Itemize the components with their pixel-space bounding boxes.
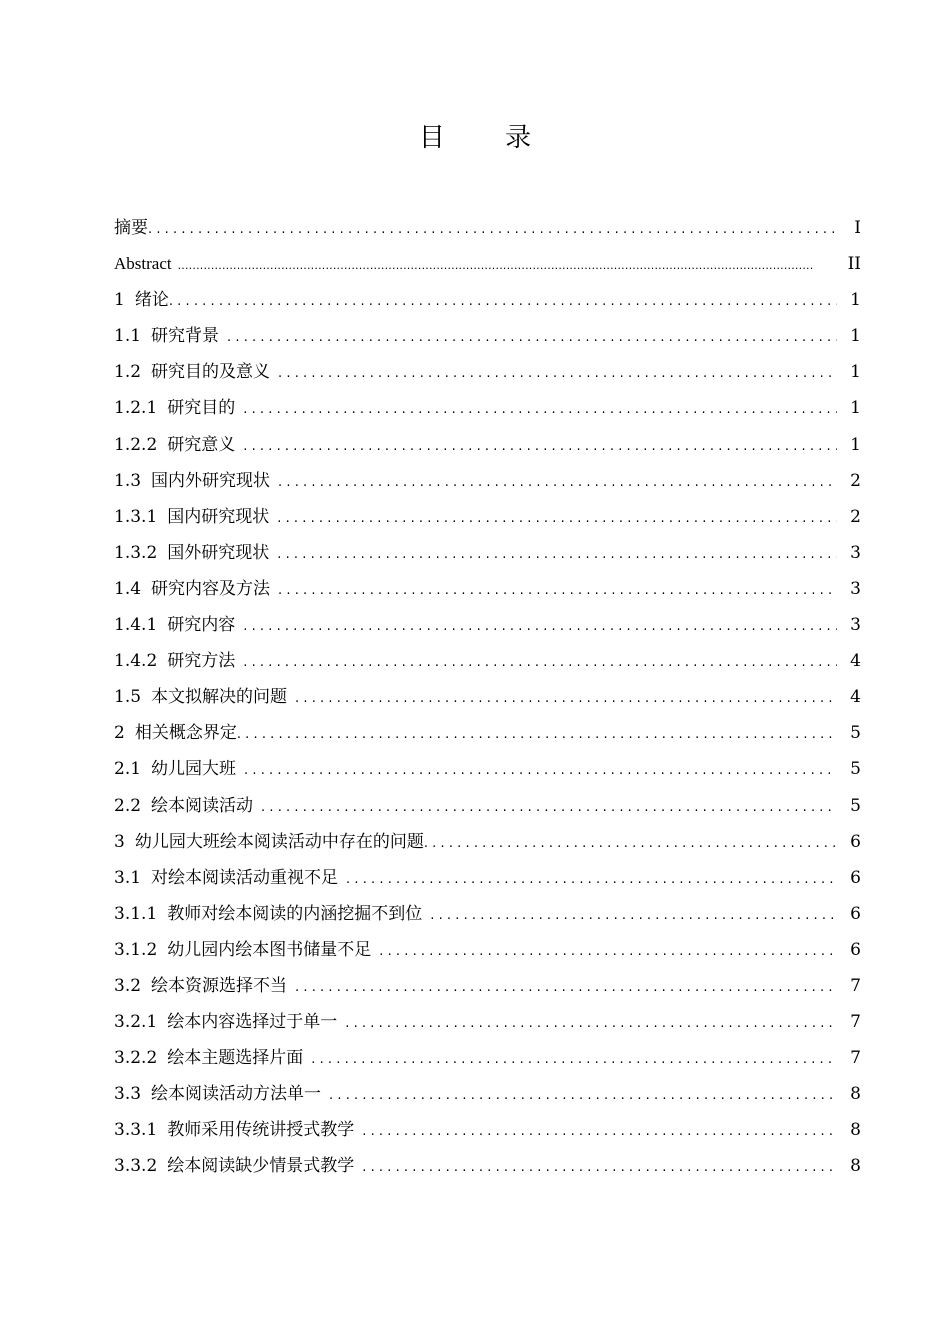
toc-entry-1[interactable]: [114, 282, 861, 318]
toc-entry-label: [114, 896, 422, 932]
toc-leader-dots: [430, 898, 837, 934]
toc-entry-2-2[interactable]: [114, 788, 861, 824]
toc-entry-abstract-en[interactable]: [114, 246, 861, 282]
toc-entry-text: 绘本阅读缺少情景式教学: [167, 1156, 355, 1177]
toc-entry-label: [114, 318, 219, 354]
toc-entry-text: 绘本阅读活动方法单一: [151, 1084, 322, 1105]
toc-leader-dots: [243, 429, 837, 465]
toc-entry-page: 7: [850, 1048, 861, 1069]
toc-entry-label: [114, 246, 172, 282]
toc-entry-number: 1.4: [114, 578, 142, 599]
toc-entry-abstract-cn[interactable]: [114, 210, 861, 246]
toc-entry-number: 1.4.1: [114, 615, 158, 636]
toc-entry-text: 绘本阅读活动: [151, 795, 254, 816]
toc-leader-dots: [237, 717, 837, 753]
toc-entry-text: 对绘本阅读活动重视不足: [151, 867, 339, 888]
toc-entry-label: [114, 1148, 354, 1184]
toc-entry-number: 3.2: [114, 975, 142, 996]
toc-entry-label: [114, 1040, 303, 1076]
toc-entry-label: [114, 499, 269, 535]
toc-leader-dots: [362, 1150, 837, 1186]
toc-entry-page: 1: [850, 290, 861, 311]
toc-entry-page: 1: [850, 362, 861, 383]
toc-leader-dots: [362, 1114, 837, 1150]
toc-entry-3-2-1[interactable]: [114, 1004, 861, 1040]
toc-entry-number: 1.2: [114, 362, 142, 383]
toc-entry-page: 3: [850, 578, 861, 599]
toc-entry-number: 2: [114, 723, 125, 744]
toc-entry-number: 3.3: [114, 1084, 142, 1105]
toc-entry-label: [114, 968, 287, 1004]
toc-leader-dots: [277, 537, 837, 573]
toc-leader-dots: [295, 681, 837, 717]
toc-entry-label: [114, 788, 253, 824]
toc-entry-3-2-2[interactable]: [114, 1040, 861, 1076]
toc-entry-text: 国内研究现状: [167, 506, 270, 527]
toc-entry-text: 本文拟解决的问题: [151, 687, 288, 708]
toc-entry-number: 1.5: [114, 687, 142, 708]
toc-entry-1-3-2[interactable]: [114, 535, 861, 571]
toc-entry-label: [114, 1076, 321, 1112]
toc-entry-text: 研究意义: [167, 434, 236, 455]
toc-leader-dots: [295, 970, 837, 1006]
toc-entry-1-2-2[interactable]: [114, 427, 861, 463]
table-of-contents: [114, 210, 861, 1185]
toc-leader-dots: [278, 356, 837, 392]
toc-entry-page: 8: [850, 1156, 861, 1177]
toc-leader-dots: [345, 1006, 837, 1042]
toc-entry-1-4-1[interactable]: [114, 607, 861, 643]
toc-entry-label: [114, 354, 270, 390]
toc-entry-text: 绘本内容选择过于单一: [167, 1012, 338, 1033]
toc-entry-1-2[interactable]: [114, 354, 861, 390]
toc-entry-3-3-2[interactable]: [114, 1148, 861, 1184]
toc-entry-text: Abstract: [114, 254, 172, 274]
toc-leader-dots: [278, 465, 837, 501]
toc-entry-text: 绘本主题选择片面: [167, 1048, 304, 1069]
toc-leader-dots: [379, 934, 837, 970]
page-title: 目 录: [418, 123, 558, 153]
toc-entry-text: 研究内容及方法: [151, 578, 271, 599]
toc-entry-text: 绘本资源选择不当: [151, 975, 288, 996]
toc-entry-page: 8: [850, 1084, 861, 1105]
toc-entry-1-4-2[interactable]: [114, 643, 861, 679]
toc-entry-number: 1.3.2: [114, 542, 158, 563]
toc-entry-text: 幼儿园内绘本图书储量不足: [167, 939, 372, 960]
toc-entry-label: [114, 463, 270, 499]
toc-entry-1-4[interactable]: [114, 571, 861, 607]
toc-leader-dots: [227, 320, 837, 356]
toc-leader-dots: [243, 609, 837, 645]
toc-entry-3-2[interactable]: [114, 968, 861, 1004]
toc-entry-3[interactable]: [114, 824, 861, 860]
toc-entry-page: II: [847, 254, 861, 275]
toc-entry-text: 国外研究现状: [167, 542, 270, 563]
toc-entry-number: 1.1: [114, 326, 142, 347]
toc-entry-page: I: [854, 218, 861, 238]
toc-entry-number: 3.3.2: [114, 1156, 158, 1177]
toc-entry-label: [114, 824, 424, 860]
toc-entry-number: 3.2.2: [114, 1048, 158, 1069]
toc-entry-page: 3: [850, 615, 861, 636]
toc-entry-page: 8: [850, 1120, 861, 1141]
toc-leader-dots: [278, 573, 837, 609]
toc-entry-label: [114, 607, 235, 643]
toc-entry-label: [114, 751, 236, 787]
toc-entry-page: 2: [850, 506, 861, 527]
toc-entry-3-1-1[interactable]: [114, 896, 861, 932]
toc-leader-dots: [243, 392, 837, 428]
toc-entry-page: 1: [850, 398, 861, 419]
toc-entry-label: [114, 427, 235, 463]
toc-entry-page: 1: [850, 434, 861, 455]
toc-entry-number: 2.2: [114, 795, 142, 816]
toc-leader-dots: [178, 248, 837, 284]
toc-leader-dots: [169, 284, 837, 320]
toc-entry-text: 摘要: [114, 218, 148, 238]
toc-entry-text: 相关概念界定: [134, 723, 237, 744]
toc-entry-label: [114, 571, 270, 607]
toc-leader-dots: [244, 753, 837, 789]
toc-leader-dots: [329, 1078, 837, 1114]
toc-entry-text: 研究内容: [167, 615, 236, 636]
toc-entry-page: 6: [850, 867, 861, 888]
toc-entry-page: 6: [850, 939, 861, 960]
toc-entry-2-1[interactable]: [114, 751, 861, 787]
toc-entry-number: 3.1.2: [114, 939, 158, 960]
toc-leader-dots: [243, 645, 837, 681]
toc-entry-page: 3: [850, 542, 861, 563]
toc-entry-text: 研究目的及意义: [151, 362, 271, 383]
toc-entry-3-1[interactable]: [114, 860, 861, 896]
toc-leader-dots: [148, 212, 837, 248]
toc-entry-label: [114, 932, 371, 968]
toc-entry-page: 1: [850, 326, 861, 347]
toc-entry-label: [114, 1004, 337, 1040]
toc-entry-1-5[interactable]: [114, 679, 861, 715]
toc-entry-label: [114, 390, 235, 426]
toc-entry-number: 1: [114, 290, 125, 311]
toc-leader-dots: [346, 862, 837, 898]
toc-entry-label: [114, 643, 235, 679]
toc-leader-dots: [424, 826, 837, 862]
toc-entry-page: 7: [850, 1012, 861, 1033]
toc-entry-text: 研究目的: [167, 398, 236, 419]
toc-entry-number: 1.2.1: [114, 398, 158, 419]
toc-entry-label: [114, 1112, 354, 1148]
toc-entry-1-3-1[interactable]: [114, 499, 861, 535]
toc-entry-number: 1.2.2: [114, 434, 158, 455]
toc-leader-dots: [277, 501, 837, 537]
toc-entry-text: 绪论: [134, 290, 169, 311]
toc-leader-dots: [261, 790, 837, 826]
toc-entry-number: 3: [114, 831, 125, 852]
toc-entry-number: 1.3: [114, 470, 142, 491]
toc-entry-page: 4: [850, 687, 861, 708]
toc-entry-number: 3.1.1: [114, 903, 158, 924]
toc-entry-3-3-1[interactable]: [114, 1112, 861, 1148]
toc-entry-text: 研究背景: [151, 326, 220, 347]
toc-entry-number: 3.3.1: [114, 1120, 158, 1141]
toc-entry-1-2-1[interactable]: [114, 390, 861, 426]
toc-entry-label: [114, 715, 237, 751]
toc-entry-1-1[interactable]: [114, 318, 861, 354]
toc-entry-page: 2: [850, 470, 861, 491]
toc-entry-number: 3.1: [114, 867, 142, 888]
toc-entry-page: 5: [850, 759, 861, 780]
toc-entry-label: [114, 210, 148, 246]
toc-leader-dots: [311, 1042, 837, 1078]
toc-entry-label: [114, 679, 287, 715]
toc-entry-text: 国内外研究现状: [151, 470, 271, 491]
toc-entry-text: 教师对绘本阅读的内涵挖掘不到位: [167, 903, 423, 924]
toc-entry-page: 5: [850, 723, 861, 744]
toc-entry-number: 1.4.2: [114, 651, 158, 672]
toc-entry-text: 幼儿园大班绘本阅读活动中存在的问题: [134, 831, 424, 852]
toc-entry-label: [114, 535, 269, 571]
toc-entry-number: 3.2.1: [114, 1012, 158, 1033]
toc-entry-label: [114, 282, 169, 318]
toc-entry-page: 7: [850, 975, 861, 996]
toc-entry-2[interactable]: [114, 715, 861, 751]
toc-entry-label: [114, 860, 338, 896]
toc-entry-text: 研究方法: [167, 651, 236, 672]
toc-entry-text: 幼儿园大班: [151, 759, 237, 780]
toc-entry-3-3[interactable]: [114, 1076, 861, 1112]
toc-entry-1-3[interactable]: [114, 463, 861, 499]
toc-entry-number: 2.1: [114, 759, 142, 780]
toc-entry-page: 6: [850, 903, 861, 924]
toc-entry-page: 4: [850, 651, 861, 672]
toc-entry-number: 1.3.1: [114, 506, 158, 527]
toc-entry-text: 教师采用传统讲授式教学: [167, 1120, 355, 1141]
toc-entry-3-1-2[interactable]: [114, 932, 861, 968]
toc-entry-page: 6: [850, 831, 861, 852]
toc-entry-page: 5: [850, 795, 861, 816]
